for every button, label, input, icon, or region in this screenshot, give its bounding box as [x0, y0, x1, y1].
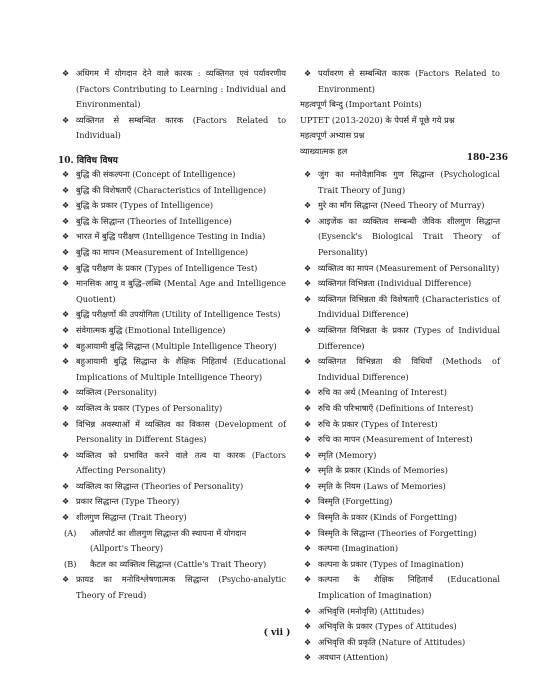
list-item	[300, 417, 500, 433]
list-item-text: मुरे का माँग सिद्धान्त (Need Theory of Murray)	[318, 200, 485, 211]
diamond-bullet-icon: ❖	[62, 263, 70, 273]
list-item-text: विस्मृति के सिद्धान्त (Theories of Forgetting)	[318, 527, 477, 538]
list-item-text: स्मृति के प्रकार (Kinds of Memories)	[318, 465, 448, 476]
list-item-text: अभिवृत्ति की प्रकृति (Nature of Attitudes)	[318, 636, 466, 647]
section-heading	[58, 151, 508, 167]
diamond-bullet-icon: ❖	[304, 325, 312, 335]
diamond-bullet-icon: ❖	[304, 544, 312, 554]
list-item	[58, 229, 286, 245]
lettered-item-text: कैटल का व्यक्तित्व सिद्धान्त (Cattle's Trait Theory)	[90, 558, 267, 569]
list-item	[300, 198, 500, 214]
list-item-text: अभिवृत्ति (मनोवृत्ति) (Attitudes)	[318, 605, 425, 616]
diamond-bullet-icon: ❖	[304, 279, 312, 289]
list-item-text: भारत में बुद्धि परीक्षण (Intelligence Testing in India)	[76, 231, 266, 242]
list-item	[58, 276, 286, 307]
diamond-bullet-icon: ❖	[304, 419, 312, 429]
list-item	[300, 494, 500, 510]
diamond-bullet-icon: ❖	[304, 403, 312, 413]
diamond-bullet-icon: ❖	[304, 170, 312, 179]
diamond-bullet-icon: ❖	[304, 201, 312, 211]
plain-item: UPTET (2013-2020) के पेपर्स में पूछे गये प्रश्न	[300, 114, 455, 125]
list-item	[58, 572, 286, 603]
list-item	[58, 448, 286, 479]
list-item-text: कल्पना (Imagination)	[318, 543, 399, 554]
list-item	[58, 354, 286, 385]
list-item	[58, 261, 286, 277]
list-item	[300, 510, 500, 526]
diamond-bullet-icon: ❖	[62, 419, 70, 429]
diamond-bullet-icon: ❖	[304, 528, 312, 538]
list-item	[58, 167, 286, 183]
diamond-bullet-icon: ❖	[62, 497, 70, 507]
list-item-text: बुद्धि परीक्षणों की उपयोगिता (Utility of Intelligence Tests)	[76, 309, 281, 320]
list-item-text: व्यक्तित्व का मापन (Measurement of Personality)	[318, 262, 500, 273]
list-item-text: बहुआयामी बुद्धि सिद्धान्त (Multiple Intelligence Theory)	[76, 340, 277, 351]
lettered-item	[58, 557, 286, 573]
list-item	[58, 510, 286, 526]
list-item	[300, 526, 500, 542]
list-item-text: व्यक्तित्व (Personality)	[76, 387, 157, 398]
diamond-bullet-icon: ❖	[304, 606, 312, 616]
diamond-bullet-icon: ❖	[62, 357, 70, 367]
diamond-bullet-icon: ❖	[304, 466, 312, 476]
list-item	[300, 650, 500, 666]
diamond-bullet-icon: ❖	[304, 435, 312, 445]
list-item	[300, 354, 500, 385]
diamond-bullet-icon: ❖	[304, 637, 312, 647]
diamond-bullet-icon: ❖	[62, 201, 70, 211]
top-right-list	[300, 66, 500, 160]
section-title: 10. विविध विषय	[58, 156, 118, 166]
diamond-bullet-icon: ❖	[62, 185, 70, 195]
list-item-text: प्रकार सिद्धान्त (Type Theory)	[76, 496, 180, 507]
diamond-bullet-icon: ❖	[304, 513, 312, 523]
section-right-list	[300, 167, 500, 666]
list-item-text: बुद्धि के प्रकार (Types of Intelligence)	[76, 200, 214, 211]
list-item	[58, 494, 286, 510]
diamond-bullet-icon: ❖	[304, 357, 312, 367]
list-item-text: पर्यावरण से सम्बन्धित कारक (Factors Related to Environment)	[318, 68, 500, 94]
list-item	[58, 113, 286, 144]
list-item-text: बुद्धि की संकल्पना (Concept of Intelligence)	[76, 169, 236, 179]
list-item	[58, 183, 286, 199]
list-item-text: अभिवृत्ति के प्रकार (Types of Attitudes)	[318, 621, 457, 632]
diamond-bullet-icon: ❖	[62, 279, 70, 289]
diamond-bullet-icon: ❖	[304, 69, 312, 78]
list-item	[58, 417, 286, 448]
list-item	[300, 323, 500, 354]
list-item-text: व्यक्तिगत से सम्बन्धित कारक (Factors Related to Individual)	[76, 114, 286, 141]
top-left-list	[58, 66, 286, 144]
list-item	[300, 572, 500, 603]
list-item	[58, 66, 286, 113]
diamond-bullet-icon: ❖	[62, 216, 70, 226]
diamond-bullet-icon: ❖	[62, 170, 70, 179]
list-item-text: फ्रायड का मनोविश्लेषणात्मक सिद्धान्त (Psycho-analytic Theory of Freud)	[76, 574, 286, 601]
diamond-bullet-icon: ❖	[304, 559, 312, 569]
list-item	[300, 479, 500, 495]
list-item-text: व्यक्तिगत विभिन्नता के प्रकार (Types of Individual Difference)	[318, 324, 500, 351]
list-item	[58, 479, 286, 495]
list-item-text: स्मृति के नियम (Laws of Memories)	[318, 480, 446, 491]
list-item	[300, 401, 500, 417]
diamond-bullet-icon: ❖	[304, 622, 312, 632]
list-item	[300, 292, 500, 323]
list-item-text: व्यक्तिगत विभिन्नता की विधियाँ (Methods of Individual Difference)	[318, 356, 500, 382]
diamond-bullet-icon: ❖	[62, 341, 70, 351]
list-item-text: आइजेंक का व्यक्तित्व सम्बन्धी जैविक शीलगुण सिद्धान्त (Eysenck's Biological Trait Theory of Personality)	[318, 215, 500, 257]
diamond-bullet-icon: ❖	[62, 69, 70, 78]
list-item-text: शीलगुण सिद्धान्त (Trait Theory)	[76, 512, 187, 523]
list-item-text: बुद्धि परीक्षण के प्रकार (Types of Intelligence Test)	[76, 262, 258, 273]
list-item-text: मानसिक आयु व बुद्धि–लब्धि (Mental Age and Intelligence Quotient)	[76, 278, 286, 304]
list-item	[58, 339, 286, 355]
page-number: ( vii )	[263, 628, 291, 638]
list-item	[300, 385, 500, 401]
list-item	[300, 541, 500, 557]
list-item	[300, 261, 500, 277]
diamond-bullet-icon: ❖	[304, 294, 312, 304]
diamond-bullet-icon: ❖	[62, 310, 70, 320]
list-item-text: बुद्धि की विशेषताएँ (Characteristics of Intelligence)	[76, 184, 267, 195]
list-item-text: अवधान (Attention)	[318, 652, 389, 663]
diamond-bullet-icon: ❖	[62, 450, 70, 460]
list-item	[300, 276, 500, 292]
diamond-bullet-icon: ❖	[304, 263, 312, 273]
item-letter: (A)	[64, 527, 77, 538]
list-item-text: व्यक्तिगत विभिन्नता की विशेषताएँ (Characteristics of Individual Difference)	[318, 293, 500, 320]
list-item-text: व्यक्तित्व का सिद्धान्त (Theories of Personality)	[76, 480, 244, 491]
diamond-bullet-icon: ❖	[304, 450, 312, 460]
list-item	[58, 401, 286, 417]
list-item-text: स्मृति (Memory)	[318, 449, 377, 460]
plain-item: महत्वपूर्ण अभ्यास प्रश्न	[300, 130, 365, 141]
list-item	[300, 167, 500, 198]
list-item-text: व्यक्तित्व के प्रकार (Types of Personality)	[76, 402, 223, 413]
list-item-text: विस्मृति (Forgetting)	[318, 496, 393, 507]
section-page-range: 180-236	[466, 153, 508, 163]
diamond-bullet-icon: ❖	[304, 388, 312, 398]
list-item-text: बुद्धि का मापन (Measurement of Intelligence)	[76, 246, 249, 257]
list-item-text: बुद्धि के सिद्धान्त (Theories of Intelligence)	[76, 215, 232, 226]
list-item-text: विभिन्न अवस्थाओं में व्यक्तित्व का विकास (Development of Personality in Different Stages)	[76, 418, 286, 445]
diamond-bullet-icon: ❖	[304, 497, 312, 507]
list-item-text: जुंग का मनोवैज्ञानिक गुण सिद्धान्त (Psychological Trait Theory of Jung)	[318, 169, 500, 195]
list-item-text: रुचि का मापन (Measurement of Interest)	[318, 434, 473, 445]
list-item-text: रुचि का अर्थ (Meaning of Interest)	[318, 387, 447, 398]
diamond-bullet-icon: ❖	[304, 575, 312, 585]
item-letter: (B)	[64, 558, 77, 569]
list-item-text: कल्पना के प्रकार (Types of Imagination)	[318, 558, 464, 569]
diamond-bullet-icon: ❖	[304, 653, 312, 663]
list-item-text: बहुआयामी बुद्धि सिद्धान्त के शैक्षिक निहितार्थ (Educational Implications of Multiple Intelligence Theory)	[76, 356, 286, 382]
lettered-item-text: ऑलपोर्ट का शीलगुण सिद्धान्त की स्थापना में योगदान (Allport's Theory)	[90, 527, 247, 554]
list-item	[58, 245, 286, 261]
lettered-item	[58, 526, 286, 557]
list-item-text: अधिगम में योगदान देने वाले कारक : व्यक्तिगत एवं पर्यावरणीय (Factors Contributing to Learning : Individual and Environmental)	[76, 68, 286, 110]
plain-item: व्याख्यात्मक हल	[300, 145, 348, 156]
list-item-text: रुचि की परिभाषाएँ (Definitions of Interest)	[318, 402, 474, 413]
list-item-text: विस्मृति के प्रकार (Kinds of Forgetting)	[318, 512, 457, 523]
diamond-bullet-icon: ❖	[62, 575, 70, 585]
list-item	[300, 448, 500, 464]
diamond-bullet-icon: ❖	[62, 481, 70, 491]
diamond-bullet-icon: ❖	[62, 232, 70, 242]
list-item	[58, 323, 286, 339]
list-item	[300, 463, 500, 479]
list-item-text: कल्पना के शैक्षिक निहितार्थ (Educational Implication of Imagination)	[318, 574, 500, 601]
list-item	[58, 307, 286, 323]
list-item	[300, 557, 500, 573]
diamond-bullet-icon: ❖	[304, 216, 312, 226]
diamond-bullet-icon: ❖	[62, 388, 70, 398]
list-item	[300, 214, 500, 261]
list-item-text: व्यक्तिगत विभिन्नता (Individual Difference)	[318, 278, 472, 289]
diamond-bullet-icon: ❖	[62, 325, 70, 335]
list-item-text: व्यक्तित्व को प्रभावित करने वाले तत्व या कारक (Factors Affecting Personality)	[76, 449, 286, 476]
list-item	[300, 432, 500, 448]
plain-item: महत्वपूर्ण बिन्दु (Important Points)	[300, 99, 422, 110]
list-item	[58, 214, 286, 230]
list-item-text: संवेगात्मक बुद्धि (Emotional Intelligence)	[76, 324, 226, 335]
diamond-bullet-icon: ❖	[62, 513, 70, 523]
list-item	[300, 66, 500, 97]
list-item	[58, 198, 286, 214]
diamond-bullet-icon: ❖	[62, 115, 70, 125]
diamond-bullet-icon: ❖	[62, 403, 70, 413]
diamond-bullet-icon: ❖	[62, 247, 70, 257]
list-item	[300, 604, 500, 620]
list-item-text: रुचि के प्रकार (Types of Interest)	[318, 418, 438, 429]
diamond-bullet-icon: ❖	[304, 481, 312, 491]
list-item	[58, 385, 286, 401]
section-left-list	[58, 167, 286, 604]
